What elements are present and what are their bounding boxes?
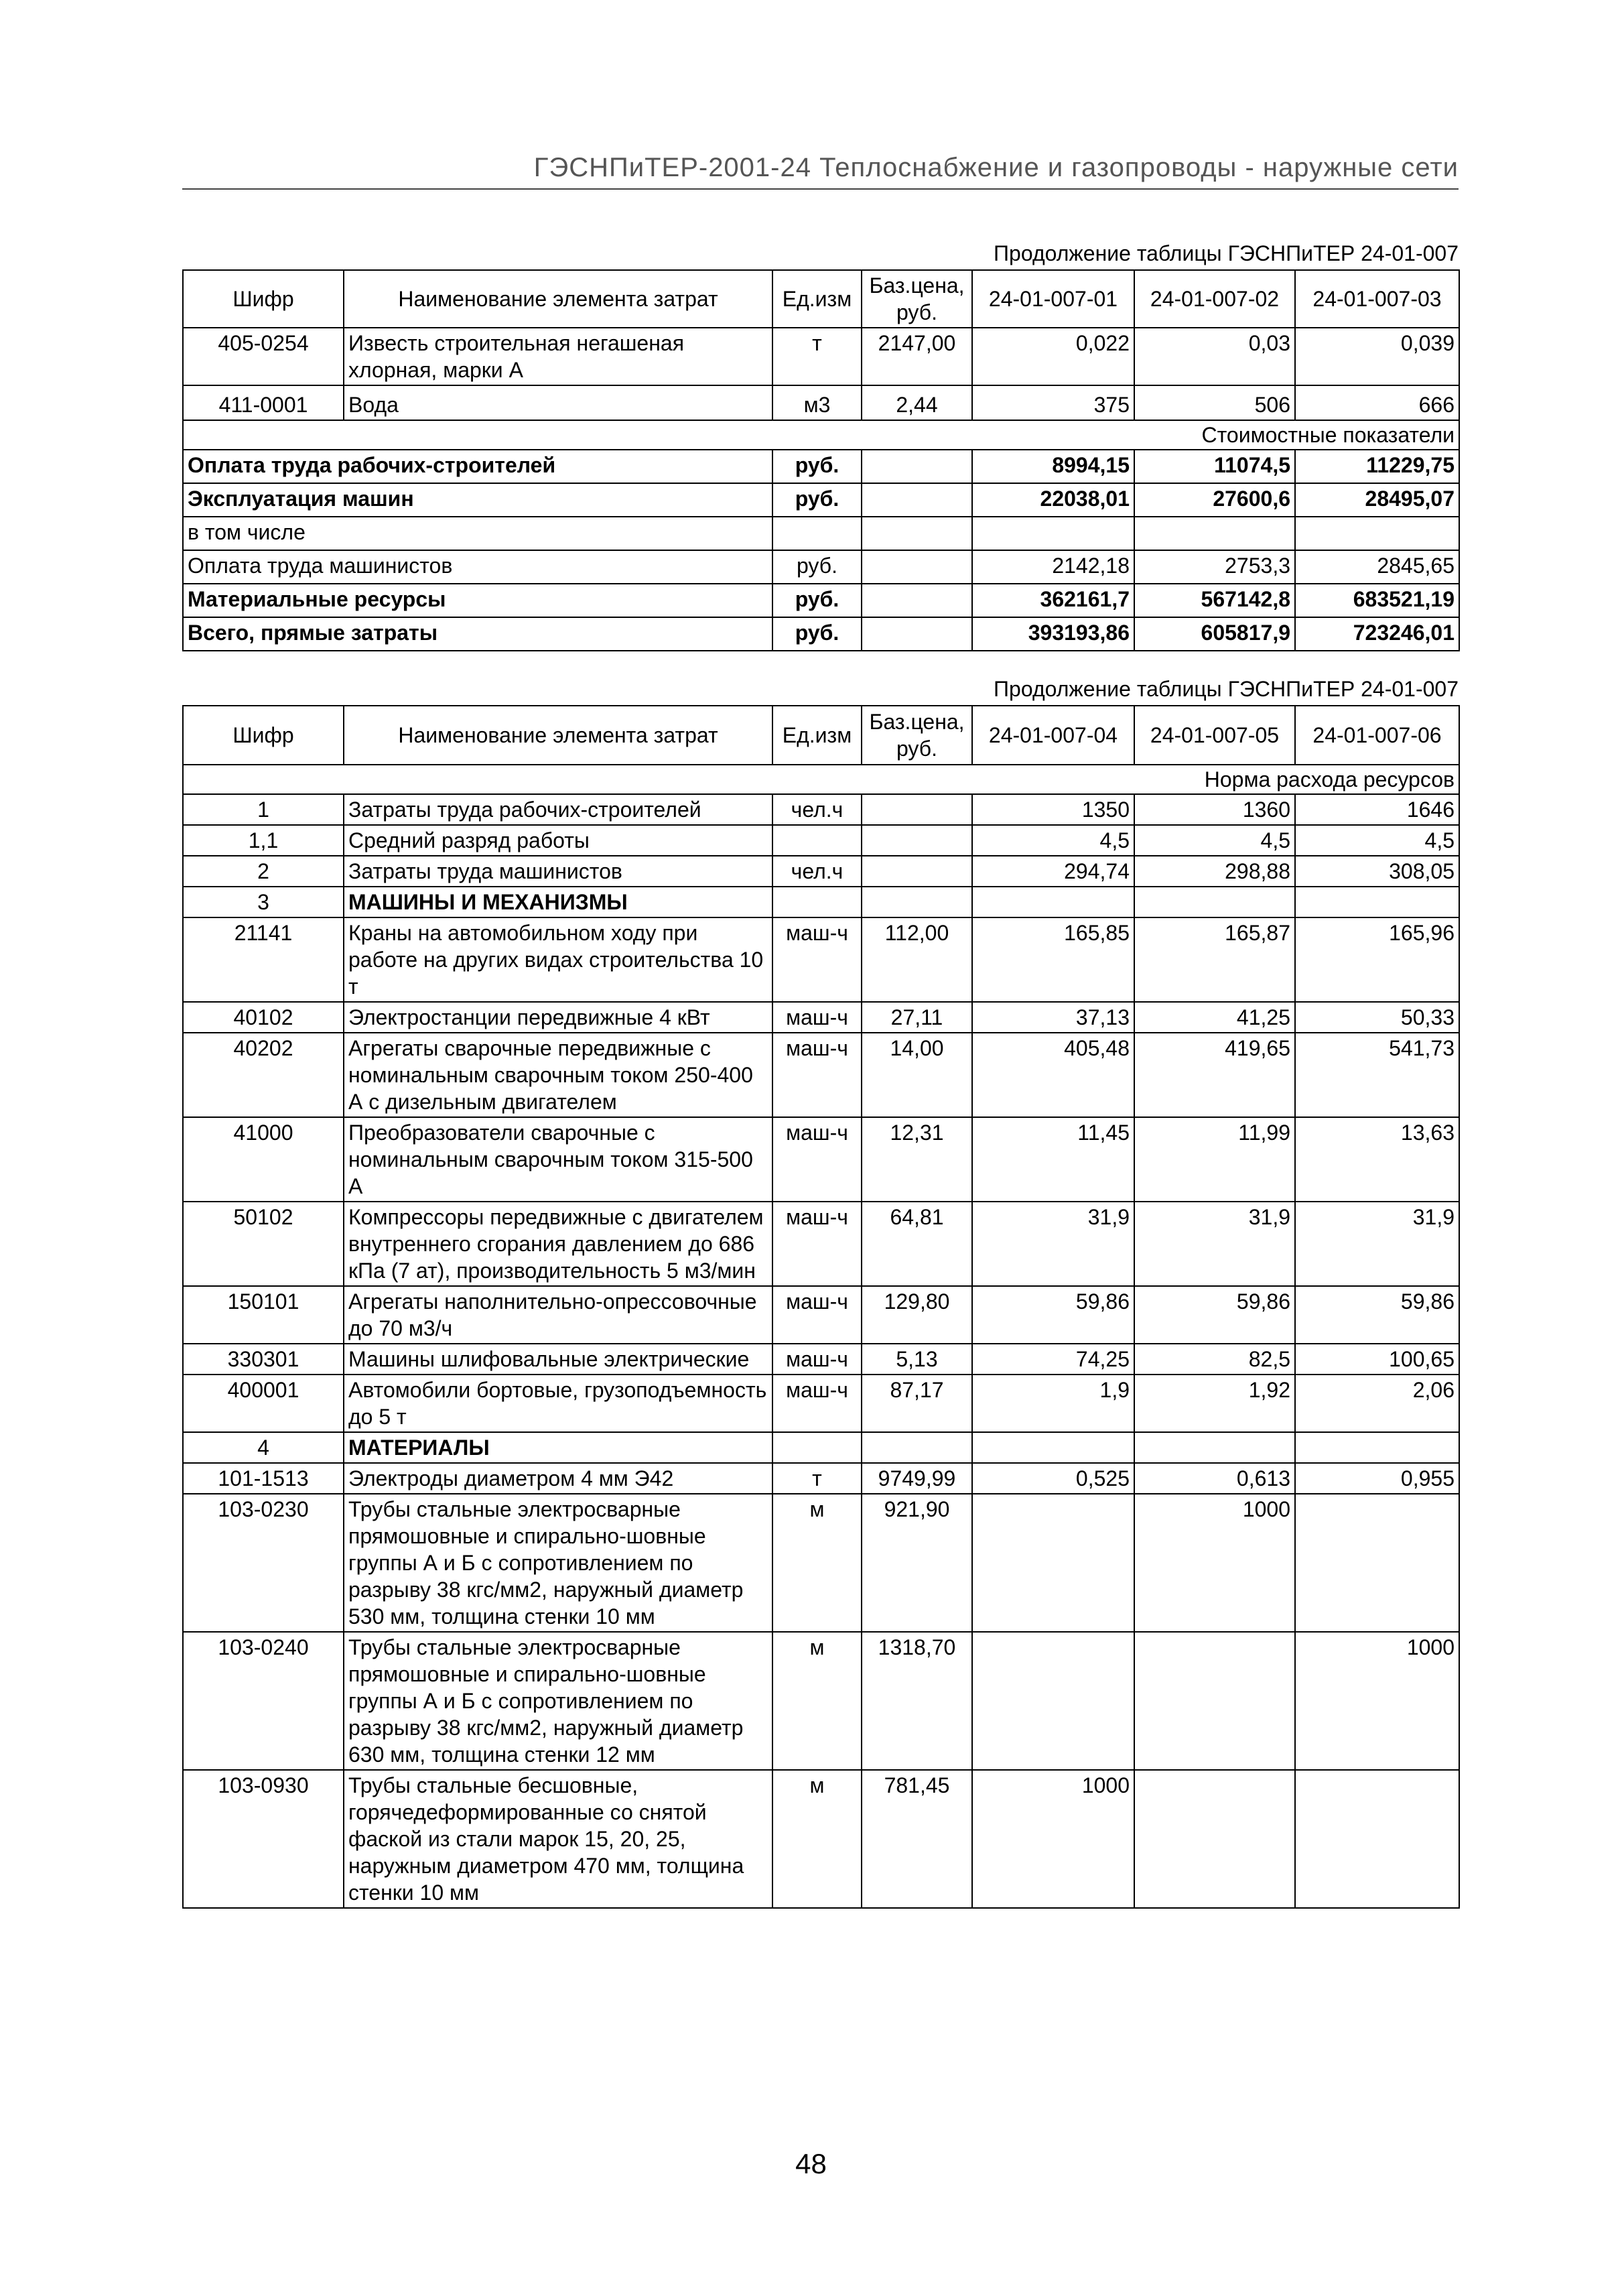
value-cell: 541,73 [1295,1033,1459,1117]
name-cell: Компрессоры передвижные с двигателем внутреннего сгорания давлением до 686 кПа (7 ат), производительность 5 м3/мин [344,1202,772,1286]
code-cell: 400001 [183,1375,344,1432]
table-row [183,1770,1459,1908]
column-header: 24-01-007-04 [972,706,1134,765]
price-cell [862,617,972,651]
unit-cell: маш-ч [772,1375,862,1432]
value-cell: 375 [972,385,1134,420]
code-cell: 103-0230 [183,1494,344,1632]
table-row [183,1033,1459,1117]
value-cell: 4,5 [972,825,1134,856]
code-cell: 101-1513 [183,1463,344,1494]
name-cell: Затраты труда машинистов [344,856,772,887]
price-cell: 921,90 [862,1494,972,1632]
value-cell: 298,88 [1134,856,1295,887]
value-cell: 1000 [972,1770,1134,1908]
code-cell: 40202 [183,1033,344,1117]
header-row [183,270,1459,328]
section-label: Норма расхода ресурсов [183,765,1459,794]
unit-cell: м [772,1494,862,1632]
code-cell: 41000 [183,1117,344,1202]
unit-cell: руб. [772,450,862,483]
value-cell [1295,1432,1459,1463]
value-cell: 0,03 [1134,328,1295,385]
value-cell: 2142,18 [972,550,1134,584]
table-row [183,1202,1459,1286]
value-cell: 165,96 [1295,917,1459,1002]
name-cell: Трубы стальные электросварные прямошовные и спирально-шовные группы А и Б с сопротивлением по разрыву 38 кгс/мм2, наружный диаметр 630 мм, толщина стенки 12 мм [344,1632,772,1770]
column-header: Ед.изм [772,706,862,765]
value-cell: 11229,75 [1295,450,1459,483]
value-cell: 31,9 [1295,1202,1459,1286]
code-cell: 405-0254 [183,328,344,385]
value-cell: 59,86 [1134,1286,1295,1344]
value-cell: 1360 [1134,794,1295,825]
table2-continuation: Продолжение таблицы ГЭСНПиТЕР 24-01-007 [994,677,1459,701]
value-cell: 0,613 [1134,1463,1295,1494]
value-cell: 2753,3 [1134,550,1295,584]
column-header: Баз.цена, руб. [862,270,972,328]
price-cell: 9749,99 [862,1463,972,1494]
price-cell [862,887,972,917]
table2 [182,705,1460,1909]
value-cell: 506 [1134,385,1295,420]
unit-cell: т [772,328,862,385]
cost-row [183,483,1459,517]
column-header: Наименование элемента затрат [344,706,772,765]
unit-cell: чел.ч [772,856,862,887]
code-cell: 50102 [183,1202,344,1286]
value-cell [1295,1770,1459,1908]
code-cell: 3 [183,887,344,917]
unit-cell: руб. [772,617,862,651]
name-cell: Агрегаты сварочные передвижные с номинальным сварочным током 250-400 А с дизельным двигателем [344,1033,772,1117]
cost-name-cell: Эксплуатация машин [183,483,772,517]
unit-cell [772,517,862,550]
name-cell: Преобразователи сварочные с номинальным сварочным током 315-500 А [344,1117,772,1202]
value-cell: 2845,65 [1295,550,1459,584]
value-cell [972,1632,1134,1770]
name-cell: Электростанции передвижные 4 кВт [344,1002,772,1033]
value-cell: 1,9 [972,1375,1134,1432]
value-cell: 1646 [1295,794,1459,825]
unit-cell [772,825,862,856]
value-cell [1295,1494,1459,1632]
price-cell: 781,45 [862,1770,972,1908]
page-number: 48 [795,2148,827,2179]
column-header: 24-01-007-02 [1134,270,1295,328]
unit-cell: чел.ч [772,794,862,825]
code-cell: 150101 [183,1286,344,1344]
unit-cell: маш-ч [772,1344,862,1375]
code-cell: 1 [183,794,344,825]
value-cell: 28495,07 [1295,483,1459,517]
value-cell: 1,92 [1134,1375,1295,1432]
price-cell: 64,81 [862,1202,972,1286]
cost-name-cell: Всего, прямые затраты [183,617,772,651]
unit-cell: маш-ч [772,1033,862,1117]
value-cell: 59,86 [1295,1286,1459,1344]
value-cell [972,517,1134,550]
group-row [183,1432,1459,1463]
value-cell [1295,517,1459,550]
value-cell: 723246,01 [1295,617,1459,651]
value-cell [972,887,1134,917]
cost-name-cell: Материальные ресурсы [183,584,772,617]
code-cell: 40102 [183,1002,344,1033]
value-cell [1134,517,1295,550]
price-cell: 12,31 [862,1117,972,1202]
table1 [182,269,1460,651]
unit-cell: маш-ч [772,1117,862,1202]
unit-cell: т [772,1463,862,1494]
section-row [183,420,1459,450]
cost-row [183,450,1459,483]
value-cell [972,1432,1134,1463]
price-cell: 14,00 [862,1033,972,1117]
unit-cell: маш-ч [772,1002,862,1033]
price-cell: 112,00 [862,917,972,1002]
price-cell: 1318,70 [862,1632,972,1770]
value-cell: 37,13 [972,1002,1134,1033]
name-cell: Затраты труда рабочих-строителей [344,794,772,825]
section-row [183,765,1459,794]
value-cell: 1350 [972,794,1134,825]
value-cell: 31,9 [972,1202,1134,1286]
column-header: Шифр [183,706,344,765]
value-cell: 74,25 [972,1344,1134,1375]
name-cell: МАТЕРИАЛЫ [344,1432,772,1463]
table-row [183,1463,1459,1494]
price-cell: 5,13 [862,1344,972,1375]
value-cell: 419,65 [1134,1033,1295,1117]
code-cell: 2 [183,856,344,887]
name-cell: МАШИНЫ И МЕХАНИЗМЫ [344,887,772,917]
cost-row [183,517,1459,550]
value-cell: 8994,15 [972,450,1134,483]
value-cell: 11074,5 [1134,450,1295,483]
column-header: Баз.цена, руб. [862,706,972,765]
table-row [183,1632,1459,1770]
group-row [183,887,1459,917]
value-cell: 11,99 [1134,1117,1295,1202]
name-cell: Трубы стальные электросварные прямошовные и спирально-шовные группы А и Б с сопротивлением по разрыву 38 кгс/мм2, наружный диаметр 530 мм, толщина стенки 10 мм [344,1494,772,1632]
table-row [183,1494,1459,1632]
value-cell: 59,86 [972,1286,1134,1344]
unit-cell: маш-ч [772,1202,862,1286]
code-cell: 103-0240 [183,1632,344,1770]
value-cell: 31,9 [1134,1202,1295,1286]
cost-row [183,550,1459,584]
code-cell: 4 [183,1432,344,1463]
unit-cell: м [772,1770,862,1908]
value-cell: 50,33 [1295,1002,1459,1033]
name-cell: Электроды диаметром 4 мм Э42 [344,1463,772,1494]
price-cell [862,517,972,550]
price-cell: 2,44 [862,385,972,420]
cost-name-cell: в том числе [183,517,772,550]
price-cell: 27,11 [862,1002,972,1033]
price-cell [862,584,972,617]
price-cell: 2147,00 [862,328,972,385]
unit-cell: маш-ч [772,917,862,1002]
unit-cell [772,1432,862,1463]
value-cell: 165,87 [1134,917,1295,1002]
value-cell: 0,039 [1295,328,1459,385]
name-cell: Краны на автомобильном ходу при работе на других видах строительства 10 т [344,917,772,1002]
value-cell: 82,5 [1134,1344,1295,1375]
table-row [183,794,1459,825]
value-cell: 4,5 [1134,825,1295,856]
table-row [183,1375,1459,1432]
value-cell: 1000 [1134,1494,1295,1632]
value-cell: 2,06 [1295,1375,1459,1432]
value-cell: 567142,8 [1134,584,1295,617]
value-cell [1295,887,1459,917]
unit-cell: руб. [772,584,862,617]
value-cell: 393193,86 [972,617,1134,651]
table-row [183,825,1459,856]
value-cell: 165,85 [972,917,1134,1002]
cost-name-cell: Оплата труда машинистов [183,550,772,584]
table-row [183,328,1459,385]
value-cell [972,1494,1134,1632]
name-cell: Автомобили бортовые, грузоподъемность до 5 т [344,1375,772,1432]
price-cell [862,856,972,887]
cost-name-cell: Оплата труда рабочих-строителей [183,450,772,483]
price-cell [862,825,972,856]
column-header: Наименование элемента затрат [344,270,772,328]
column-header: Шифр [183,270,344,328]
price-cell [862,450,972,483]
unit-cell: руб. [772,483,862,517]
value-cell: 0,022 [972,328,1134,385]
value-cell: 27600,6 [1134,483,1295,517]
price-cell [862,483,972,517]
value-cell [1134,1632,1295,1770]
unit-cell [772,887,862,917]
value-cell: 605817,9 [1134,617,1295,651]
code-cell: 330301 [183,1344,344,1375]
code-cell: 411-0001 [183,385,344,420]
unit-cell: руб. [772,550,862,584]
name-cell: Агрегаты наполнительно-опрессовочные до 70 м3/ч [344,1286,772,1344]
code-cell: 21141 [183,917,344,1002]
table-row [183,1344,1459,1375]
cost-row [183,617,1459,651]
column-header: 24-01-007-05 [1134,706,1295,765]
table-row [183,1117,1459,1202]
price-cell [862,794,972,825]
value-cell [1134,887,1295,917]
table-row [183,385,1459,420]
code-cell: 103-0930 [183,1770,344,1908]
value-cell [1134,1770,1295,1908]
value-cell: 11,45 [972,1117,1134,1202]
value-cell: 1000 [1295,1632,1459,1770]
value-cell [1134,1432,1295,1463]
value-cell: 0,955 [1295,1463,1459,1494]
value-cell: 0,525 [972,1463,1134,1494]
value-cell: 666 [1295,385,1459,420]
price-cell: 129,80 [862,1286,972,1344]
header-row [183,706,1459,765]
table-row [183,917,1459,1002]
name-cell: Машины шлифовальные электрические [344,1344,772,1375]
name-cell: Вода [344,385,772,420]
name-cell: Известь строительная негашеная хлорная, марки А [344,328,772,385]
column-header: Ед.изм [772,270,862,328]
value-cell: 405,48 [972,1033,1134,1117]
value-cell: 41,25 [1134,1002,1295,1033]
cost-row [183,584,1459,617]
table-row [183,856,1459,887]
name-cell: Средний разряд работы [344,825,772,856]
code-cell: 1,1 [183,825,344,856]
table-row [183,1286,1459,1344]
price-cell [862,550,972,584]
price-cell [862,1432,972,1463]
price-cell: 87,17 [862,1375,972,1432]
unit-cell: м [772,1632,862,1770]
column-header: 24-01-007-01 [972,270,1134,328]
running-header: ГЭСНПиТЕР-2001-24 Теплоснабжение и газопроводы - наружные сети [533,153,1459,182]
unit-cell: м3 [772,385,862,420]
table1-continuation: Продолжение таблицы ГЭСНПиТЕР 24-01-007 [994,241,1459,265]
header-rule [182,188,1459,190]
column-header: 24-01-007-03 [1295,270,1459,328]
value-cell: 308,05 [1295,856,1459,887]
value-cell: 4,5 [1295,825,1459,856]
section-label: Стоимостные показатели [183,420,1459,450]
value-cell: 22038,01 [972,483,1134,517]
value-cell: 362161,7 [972,584,1134,617]
column-header: 24-01-007-06 [1295,706,1459,765]
name-cell: Трубы стальные бесшовные, горячедеформированные со снятой фаской из стали марок 15, 20, 25, наружным диаметром 470 мм, толщина стенки 10 мм [344,1770,772,1908]
value-cell: 100,65 [1295,1344,1459,1375]
value-cell: 294,74 [972,856,1134,887]
value-cell: 683521,19 [1295,584,1459,617]
value-cell: 13,63 [1295,1117,1459,1202]
table-row [183,1002,1459,1033]
unit-cell: маш-ч [772,1286,862,1344]
